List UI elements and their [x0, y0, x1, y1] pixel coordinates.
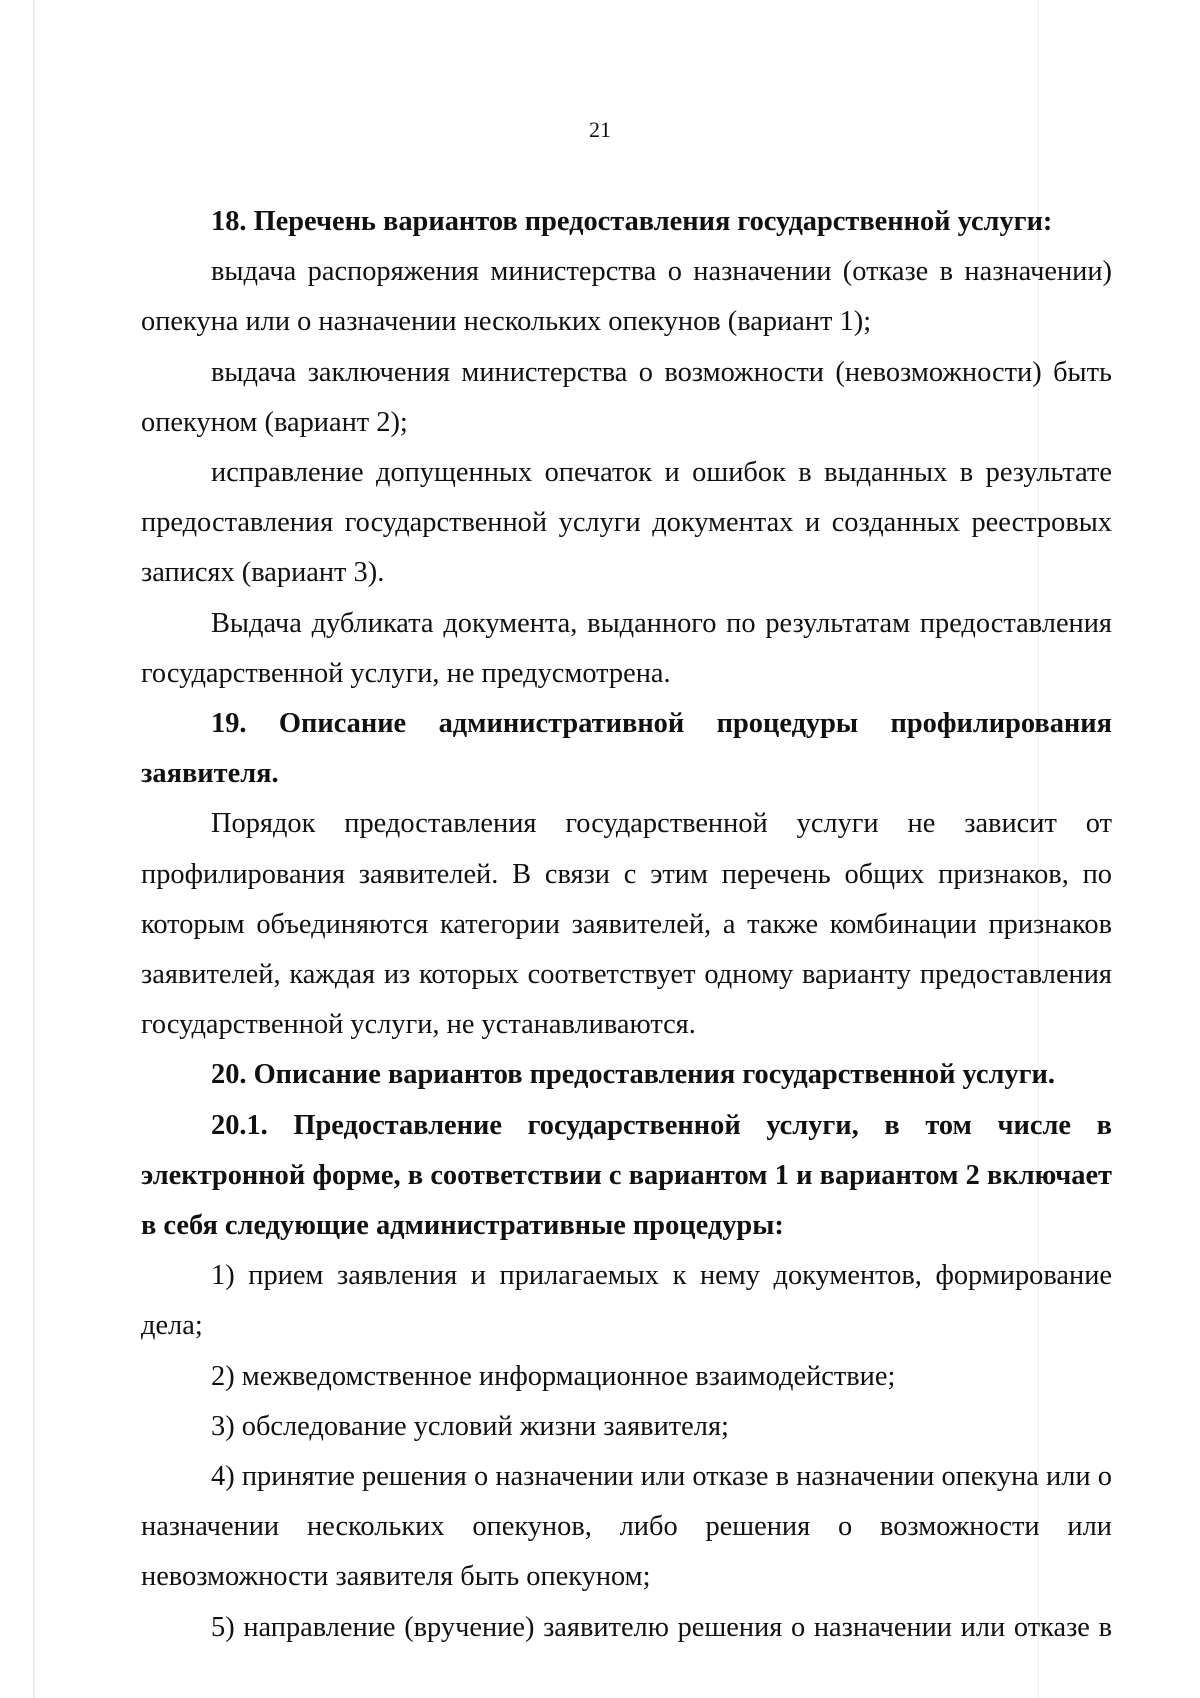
section-20-1-heading: 20.1. Предоставление государственной услуги, в том числе в электронной форме, в соответствии с вариантом 1 и вариантом 2 включает в себя следующие административные процедуры: — [141, 1109, 1112, 1242]
profiling-paragraph: Порядок предоставления государственной услуги не зависит от профилирования заявителей. В связи с этим перечень общих признаков, по которым объединяются категории заявителей, а также комбинации признаков заявителей, каждая из которых соответствует одному варианту предоставления государственной услуги, не устанавливаются. — [141, 808, 1112, 1041]
duplicate-note-paragraph: Выдача дубликата документа, выданного по результатам предоставления государственной услуги, не предусмотрена. — [141, 607, 1112, 689]
document-body — [141, 197, 1112, 1653]
section-18-heading: 18. Перечень вариантов предоставления государственной услуги: — [211, 206, 1053, 237]
variant-1-item: выдача распоряжения министерства о назначении (отказе в назначении) опекуна или о назначении нескольких опекунов (вариант 1); — [141, 256, 1112, 338]
procedure-item-1: 1) прием заявления и прилагаемых к нему документов, формирование дела; — [141, 1260, 1112, 1342]
page-number: 21 — [589, 117, 611, 142]
section-19-heading: 19. Описание административной процедуры профилирования заявителя. — [141, 708, 1112, 790]
variant-2-item: выдача заключения министерства о возможности (невозможности) быть опекуном (вариант 2); — [141, 356, 1112, 438]
procedure-item-3: 3) обследование условий жизни заявителя; — [211, 1410, 729, 1442]
section-20-heading: 20. Описание вариантов предоставления государственной услуги. — [211, 1059, 1055, 1091]
procedure-item-4: 4) принятие решения о назначении или отказе в назначении опекуна или о назначении нескольких опекунов, либо решения о возможности или невозможности заявителя быть опекуном; — [141, 1461, 1112, 1593]
procedure-item-5: 5) направление (вручение) заявителю решения о назначении или отказе в — [211, 1611, 1112, 1643]
scan-margin-left — [33, 0, 35, 1698]
variant-3-item: исправление допущенных опечаток и ошибок в выданных в результате предоставления государственной услуги документах и созданных реестровых записях (вариант 3). — [141, 457, 1112, 589]
procedure-item-2: 2) межведомственное информационное взаимодействие; — [211, 1360, 896, 1392]
